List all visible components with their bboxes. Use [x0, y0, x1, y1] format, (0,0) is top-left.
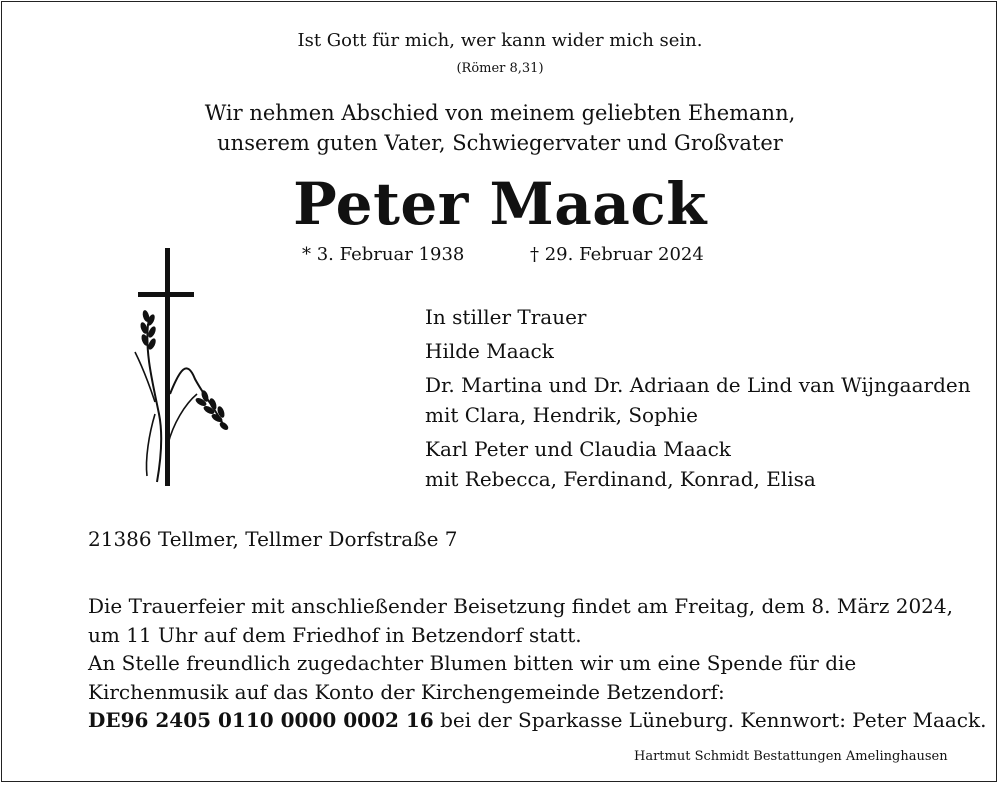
intro-line-1: Wir nehmen Abschied von meinem geliebten Ehemann, — [204, 101, 796, 125]
intro-line-2: unserem guten Vater, Schwiegervater und Großvater — [217, 131, 783, 155]
funeral-notice — [88, 592, 986, 735]
mourner-line: Dr. Martina und Dr. Adriaan de Lind van Wijngaarden — [425, 373, 971, 397]
deceased-name: Peter Maack — [293, 170, 707, 238]
death-date: † 29. Februar 2024 — [530, 244, 704, 265]
iban-suffix: bei der Sparkasse Lüneburg. Kennwort: Peter Maack. — [433, 708, 987, 732]
mourner-line: mit Rebecca, Ferdinand, Konrad, Elisa — [425, 467, 816, 491]
donation-account-line — [88, 706, 986, 735]
family-address: 21386 Tellmer, Tellmer Dorfstraße 7 — [88, 527, 458, 551]
notice-line: Kirchenmusik auf das Konto der Kirchengemeinde Betzendorf: — [88, 679, 725, 704]
birth-date: * 3. Februar 1938 — [302, 244, 465, 265]
mourner-line: Karl Peter und Claudia Maack — [425, 437, 731, 461]
funeral-home: Hartmut Schmidt Bestattungen Amelinghausen — [634, 749, 948, 764]
notice-line: um 11 Uhr auf dem Friedhof in Betzendorf statt. — [88, 622, 582, 647]
bible-verse: Ist Gott für mich, wer kann wider mich sein. — [297, 30, 703, 51]
iban: DE96 2405 0110 0000 0002 16 — [88, 708, 434, 732]
mourners-heading: In stiller Trauer — [425, 305, 587, 329]
bible-verse-reference: (Römer 8,31) — [456, 61, 544, 76]
cross-with-wheat-icon — [125, 244, 235, 490]
mourner-line: Hilde Maack — [425, 339, 554, 363]
notice-line: Die Trauerfeier mit anschließender Beisetzung findet am Freitag, dem 8. März 2024, — [88, 594, 953, 618]
mourners-list — [425, 302, 971, 494]
notice-line: An Stelle freundlich zugedachter Blumen bitten wir um eine Spende für die — [88, 651, 857, 675]
mourner-line: mit Clara, Hendrik, Sophie — [425, 403, 698, 427]
